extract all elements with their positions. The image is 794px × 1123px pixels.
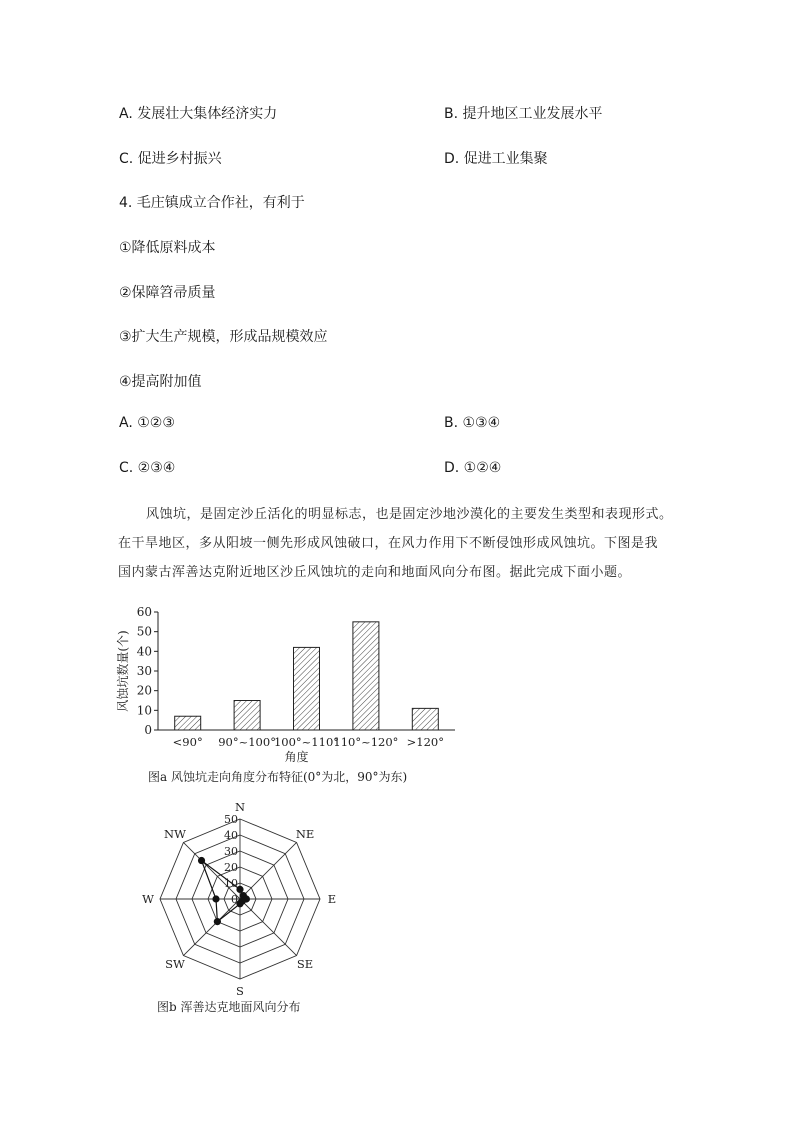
direction-label: N: [234, 800, 246, 814]
figure-b-caption: 图b 浑善达克地面风向分布: [157, 1000, 301, 1014]
bar: [234, 701, 260, 731]
y-tick-label: 0: [144, 723, 152, 737]
statement-3: ③扩大生产规模，形成品规模效应: [119, 329, 328, 345]
radar-tick-label: 0: [231, 893, 238, 906]
wind-point: [198, 857, 205, 864]
direction-label: E: [327, 892, 337, 906]
option-c[interactable]: C. 促进乡村振兴: [119, 151, 222, 167]
bar: [353, 622, 379, 730]
radar-chart: [130, 800, 350, 995]
x-tick-label: 90°~100°: [218, 735, 276, 749]
x-axis-title: 角度: [284, 750, 309, 764]
radar-tick-label: 50: [224, 813, 238, 826]
passage-line-2: 在干旱地区，多从阳坡一侧先形成风蚀破口，在风力作用下不断侵蚀形成风蚀坑。下图是我: [118, 536, 659, 551]
statement-4: ④提高附加值: [119, 374, 202, 390]
x-tick-label: 100°~110°: [273, 735, 340, 749]
q4-option-c[interactable]: C. ②③④: [119, 460, 176, 476]
passage: [118, 500, 678, 587]
direction-label: NW: [164, 826, 186, 841]
y-axis-title: 风蚀坑数量(个): [116, 630, 130, 712]
statement-1: ①降低原料成本: [119, 240, 216, 256]
passage-line-1: 风蚀坑，是固定沙丘活化的明显标志，也是固定沙地沙漠化的主要发生类型和表现形式。: [146, 507, 673, 522]
statement-2: ②保障笤帚质量: [119, 285, 216, 301]
radar-tick-label: 10: [224, 877, 238, 890]
y-tick-label: 60: [136, 605, 152, 619]
passage-line-3: 国内蒙古浑善达克附近地区沙丘风蚀坑的走向和地面风向分布图。据此完成下面小题。: [118, 565, 632, 580]
q4-option-d[interactable]: D. ①②④: [444, 460, 502, 476]
bar: [412, 708, 438, 730]
x-tick-label: <90°: [172, 735, 203, 749]
question-4-stem: 4. 毛庄镇成立合作社，有利于: [119, 195, 305, 211]
direction-label: SW: [165, 957, 185, 972]
bar: [175, 716, 201, 730]
radar-tick-label: 30: [224, 845, 238, 858]
bar: [294, 647, 320, 730]
y-tick-label: 50: [136, 624, 152, 639]
q4-option-b[interactable]: B. ①③④: [444, 415, 501, 431]
option-b[interactable]: B. 提升地区工业发展水平: [444, 106, 603, 122]
direction-label: SE: [296, 957, 314, 972]
q4-option-a[interactable]: A. ①②③: [119, 415, 175, 431]
y-tick-label: 30: [136, 664, 152, 678]
bar-chart: [115, 600, 465, 770]
y-tick-label: 40: [136, 644, 152, 659]
option-d[interactable]: D. 促进工业集聚: [444, 151, 548, 167]
direction-label: NE: [295, 826, 315, 841]
option-a[interactable]: A. 发展壮大集体经济实力: [119, 106, 278, 122]
figure-a-caption: 图a 风蚀坑走向角度分布特征(0°为北，90°为东): [148, 770, 408, 784]
y-tick-label: 20: [136, 683, 152, 698]
radar-tick-label: 40: [224, 829, 238, 842]
x-tick-label: 110°~120°: [333, 735, 399, 749]
direction-label: W: [142, 892, 154, 906]
direction-label: S: [236, 984, 244, 995]
x-tick-label: >120°: [406, 735, 444, 749]
radar-tick-label: 20: [224, 861, 238, 874]
wind-point: [212, 895, 219, 902]
wind-point: [214, 918, 221, 925]
y-tick-label: 10: [136, 703, 152, 718]
